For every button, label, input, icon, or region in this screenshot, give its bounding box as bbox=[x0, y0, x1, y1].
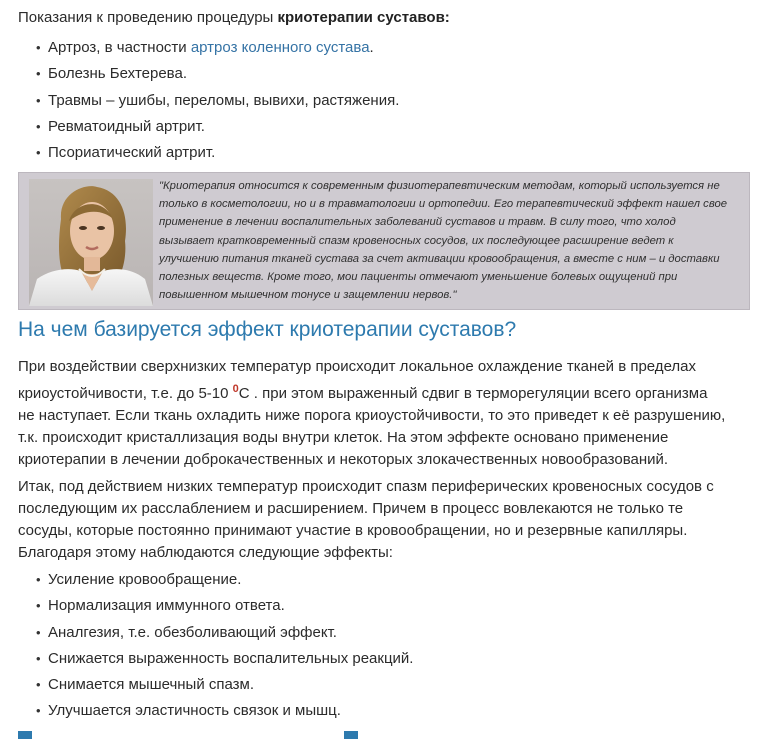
indications-intro bbox=[18, 8, 450, 28]
list-item-text: Улучшается эластичность связок и мышц. bbox=[48, 702, 341, 720]
intro-bold: криотерапии суставов: bbox=[277, 9, 450, 26]
effects-list bbox=[36, 567, 413, 725]
list-item bbox=[36, 35, 399, 61]
list-item bbox=[36, 88, 399, 114]
doctor-portrait-image bbox=[29, 179, 153, 306]
list-item-text: Нормализация иммунного ответа. bbox=[48, 597, 285, 615]
list-item-text: Усиление кровообращение. bbox=[48, 571, 242, 588]
para-line: не наступает. Если ткань охладить ниже порога криоустойчивости, то это приведет к её разрушению, bbox=[18, 407, 726, 424]
knee-arthrosis-link[interactable]: артроз коленного сустава bbox=[190, 39, 370, 56]
bullet-icon: • bbox=[36, 40, 41, 55]
para-line: криоустойчивости, т.е. до 5-10 bbox=[18, 385, 233, 402]
para-line: т.к. происходит кристаллизация воды внутри клеток. На этом эффекте основано применение bbox=[18, 429, 669, 446]
doctor-quote-box bbox=[18, 172, 750, 310]
para-line: Итак, под действием низких температур происходит спазм периферических кровеносных сосудов с bbox=[18, 478, 714, 495]
list-item-suffix: . bbox=[369, 39, 374, 56]
bullet-icon: • bbox=[36, 624, 41, 640]
paragraph-mechanism bbox=[18, 356, 753, 471]
list-item bbox=[36, 593, 413, 619]
bullet-icon: • bbox=[36, 66, 41, 82]
list-item-text: Болезнь Бехтерева. bbox=[48, 65, 187, 83]
list-item bbox=[36, 140, 399, 166]
list-item bbox=[36, 567, 413, 593]
list-item bbox=[36, 114, 399, 140]
cut-glyph bbox=[344, 731, 358, 739]
bullet-icon: • bbox=[36, 598, 41, 614]
quote-line: вызывает кратковременный спазм кровеносных сосудов, их последующее расширение ведет к bbox=[159, 234, 674, 247]
bullet-icon: • bbox=[36, 703, 41, 719]
quote-line: "Криотерапия относится к современным физиотерапевтическим методам, который используется не bbox=[159, 180, 720, 192]
para-line: При воздействии сверхнизких температур происходит локальное охлаждение тканей в пределах bbox=[18, 358, 697, 375]
doctor-quote-text bbox=[159, 177, 747, 304]
quote-line: только в косметологии, но и в травматологии и ортопедии. Его терапевтический эффект нашел свое bbox=[159, 198, 728, 211]
list-item bbox=[36, 61, 399, 87]
bullet-icon: • bbox=[36, 92, 41, 108]
list-item-text: Псориатический артрит. bbox=[48, 144, 216, 162]
quote-line: повышенном мышечном тонусе и защемлении нервов." bbox=[159, 289, 457, 302]
intro-text: Показания к проведению процедуры bbox=[18, 9, 278, 26]
para-line: сосуды, которые постоянно принимают участие в кровообращении, но и резервные капилляры. bbox=[18, 522, 688, 539]
list-item bbox=[36, 698, 413, 724]
list-item-text: Снимается мышечный спазм. bbox=[48, 676, 255, 694]
para-line: криотерапии в лечении доброкачественных и некоторых злокачественных новообразований. bbox=[18, 451, 669, 468]
next-heading-cut-off bbox=[18, 731, 418, 739]
list-item-text: Артроз, в частности bbox=[48, 39, 191, 56]
list-item-text: Снижается выраженность воспалительных реакций. bbox=[48, 649, 414, 667]
doctor-photo bbox=[29, 179, 153, 306]
para-line: С . при этом выраженный сдвиг в терморегуляции всего организма bbox=[238, 385, 708, 402]
bullet-icon: • bbox=[36, 572, 41, 587]
indications-list bbox=[36, 35, 399, 166]
paragraph-effects-intro bbox=[18, 476, 753, 564]
list-item bbox=[36, 620, 413, 646]
section-heading: На чем базируется эффект криотерапии суставов? bbox=[18, 318, 517, 341]
list-item bbox=[36, 646, 413, 672]
quote-line: полезных веществ. Кроме того, мои пациенты отмечают уменьшение болевых ощущений при bbox=[159, 271, 678, 284]
bullet-icon: • bbox=[36, 677, 41, 693]
para-line: последующим их расслаблением и расширением. Причем в процесс вовлекаются не только те bbox=[18, 500, 684, 517]
list-item-text: Травмы – ушибы, переломы, вывихи, растяжения. bbox=[48, 91, 400, 109]
cut-glyph bbox=[18, 731, 32, 739]
quote-line: применение в лечении воспалительных заболеваний суставов и травм. В силу того, что холод bbox=[159, 216, 676, 229]
bullet-icon: • bbox=[36, 145, 41, 161]
bullet-icon: • bbox=[36, 118, 41, 134]
list-item bbox=[36, 672, 413, 698]
para-line: Благодаря этому наблюдаются следующие эффекты: bbox=[18, 544, 393, 561]
degree-superscript: 0 bbox=[232, 383, 239, 395]
quote-line: улучшению питания тканей сустава за счет активации кровообращения, а вместе с ним – и доставки bbox=[159, 252, 720, 265]
bullet-icon: • bbox=[36, 650, 41, 666]
list-item-text: Ревматоидный артрит. bbox=[48, 117, 205, 135]
list-item-text: Аналгезия, т.е. обезболивающий эффект. bbox=[48, 623, 337, 641]
